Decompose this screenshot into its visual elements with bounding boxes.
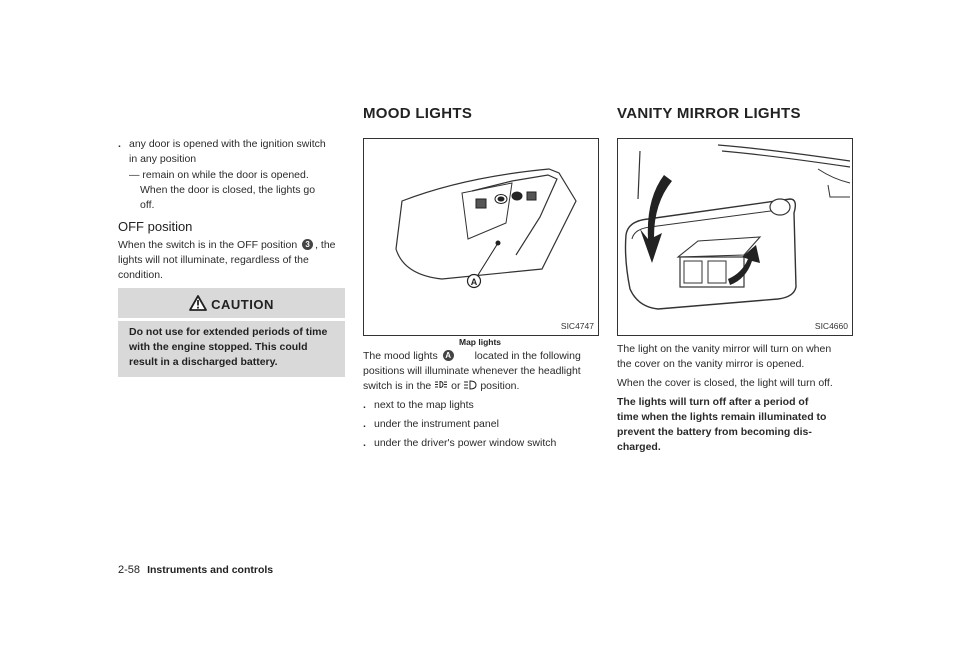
mood-text-or: or bbox=[451, 380, 461, 392]
marker-a-icon: A bbox=[443, 350, 454, 361]
heading-mood-lights: MOOD LIGHTS bbox=[363, 105, 473, 122]
off-line-1 bbox=[118, 238, 336, 253]
mood-para-line-1 bbox=[363, 349, 581, 364]
figure-code: SIC4660 bbox=[814, 321, 848, 331]
bullet-text-cont: in any position bbox=[129, 153, 197, 165]
figure-map-lights bbox=[363, 138, 599, 336]
bullet-dot: . bbox=[363, 437, 366, 449]
vanity-line-1: The light on the vanity mirror will turn on when bbox=[617, 343, 832, 355]
caution-title-text: CAUTION bbox=[211, 297, 274, 312]
vanity-line-2: the cover on the vanity mirror is opened. bbox=[617, 358, 805, 370]
off-text-b: , the bbox=[315, 239, 336, 251]
bullet-dot: . bbox=[118, 138, 121, 150]
dash-line-1: — remain on while the door is opened. bbox=[129, 169, 309, 181]
mood-para-line-2: positions will illuminate whenever the headlight bbox=[363, 365, 581, 377]
mood-text-c: switch is in the bbox=[363, 380, 432, 392]
headlight-icon bbox=[463, 380, 477, 390]
caution-line-1: Do not use for extended periods of time bbox=[129, 326, 328, 338]
dash-line-2: When the door is closed, the lights go bbox=[140, 184, 316, 196]
caution-line-2: with the engine stopped. This could bbox=[129, 341, 308, 353]
vanity-bold-line-2: time when the lights remain illuminated to bbox=[617, 411, 827, 423]
vanity-mirror-illustration bbox=[618, 139, 852, 335]
figure-vanity-mirror bbox=[617, 138, 853, 336]
caution-title bbox=[118, 295, 345, 312]
mood-text-b: located in the following bbox=[474, 350, 581, 362]
vanity-bold-line-3: prevent the battery from becoming dis- bbox=[617, 426, 812, 438]
warning-triangle-icon bbox=[189, 295, 207, 311]
mood-text-a: The mood lights bbox=[363, 350, 438, 362]
mood-para-line-3 bbox=[363, 379, 519, 394]
footer-section: Instruments and controls bbox=[147, 564, 274, 576]
marker-3-icon: 3 bbox=[302, 239, 313, 250]
caution-header bbox=[118, 288, 345, 318]
bullet-text: any door is opened with the ignition switch bbox=[129, 138, 326, 150]
parking-light-icon bbox=[434, 380, 448, 389]
dash-line-3: off. bbox=[140, 199, 155, 211]
subheading-off-position: OFF position bbox=[118, 219, 193, 234]
bullet-text: under the driver's power window switch bbox=[374, 437, 557, 449]
page-footer bbox=[118, 564, 273, 576]
figure-label-a: A bbox=[470, 277, 478, 287]
bullet-text: under the instrument panel bbox=[374, 418, 499, 430]
off-line-2: lights will not illuminate, regardless of the bbox=[118, 254, 309, 266]
page-number: 2-58 bbox=[118, 564, 141, 576]
vanity-bold-line-1: The lights will turn off after a period of bbox=[617, 396, 809, 408]
figure-caption: Map lights bbox=[458, 337, 502, 347]
mood-text-d: position. bbox=[480, 380, 520, 392]
bullet-dot: . bbox=[363, 399, 366, 411]
heading-vanity-mirror-lights: VANITY MIRROR LIGHTS bbox=[617, 105, 801, 122]
off-text-a: When the switch is in the OFF position bbox=[118, 239, 298, 251]
bullet-text: next to the map lights bbox=[374, 399, 474, 411]
vanity-line-3: When the cover is closed, the light will turn off. bbox=[617, 377, 833, 389]
bullet-dot: . bbox=[363, 418, 366, 430]
off-line-3: condition. bbox=[118, 269, 163, 281]
caution-body bbox=[118, 321, 345, 377]
vanity-bold-line-4: charged. bbox=[617, 441, 661, 453]
caution-line-3: result in a discharged battery. bbox=[129, 356, 278, 368]
map-lights-illustration bbox=[364, 139, 598, 335]
figure-code: SIC4747 bbox=[560, 321, 594, 331]
